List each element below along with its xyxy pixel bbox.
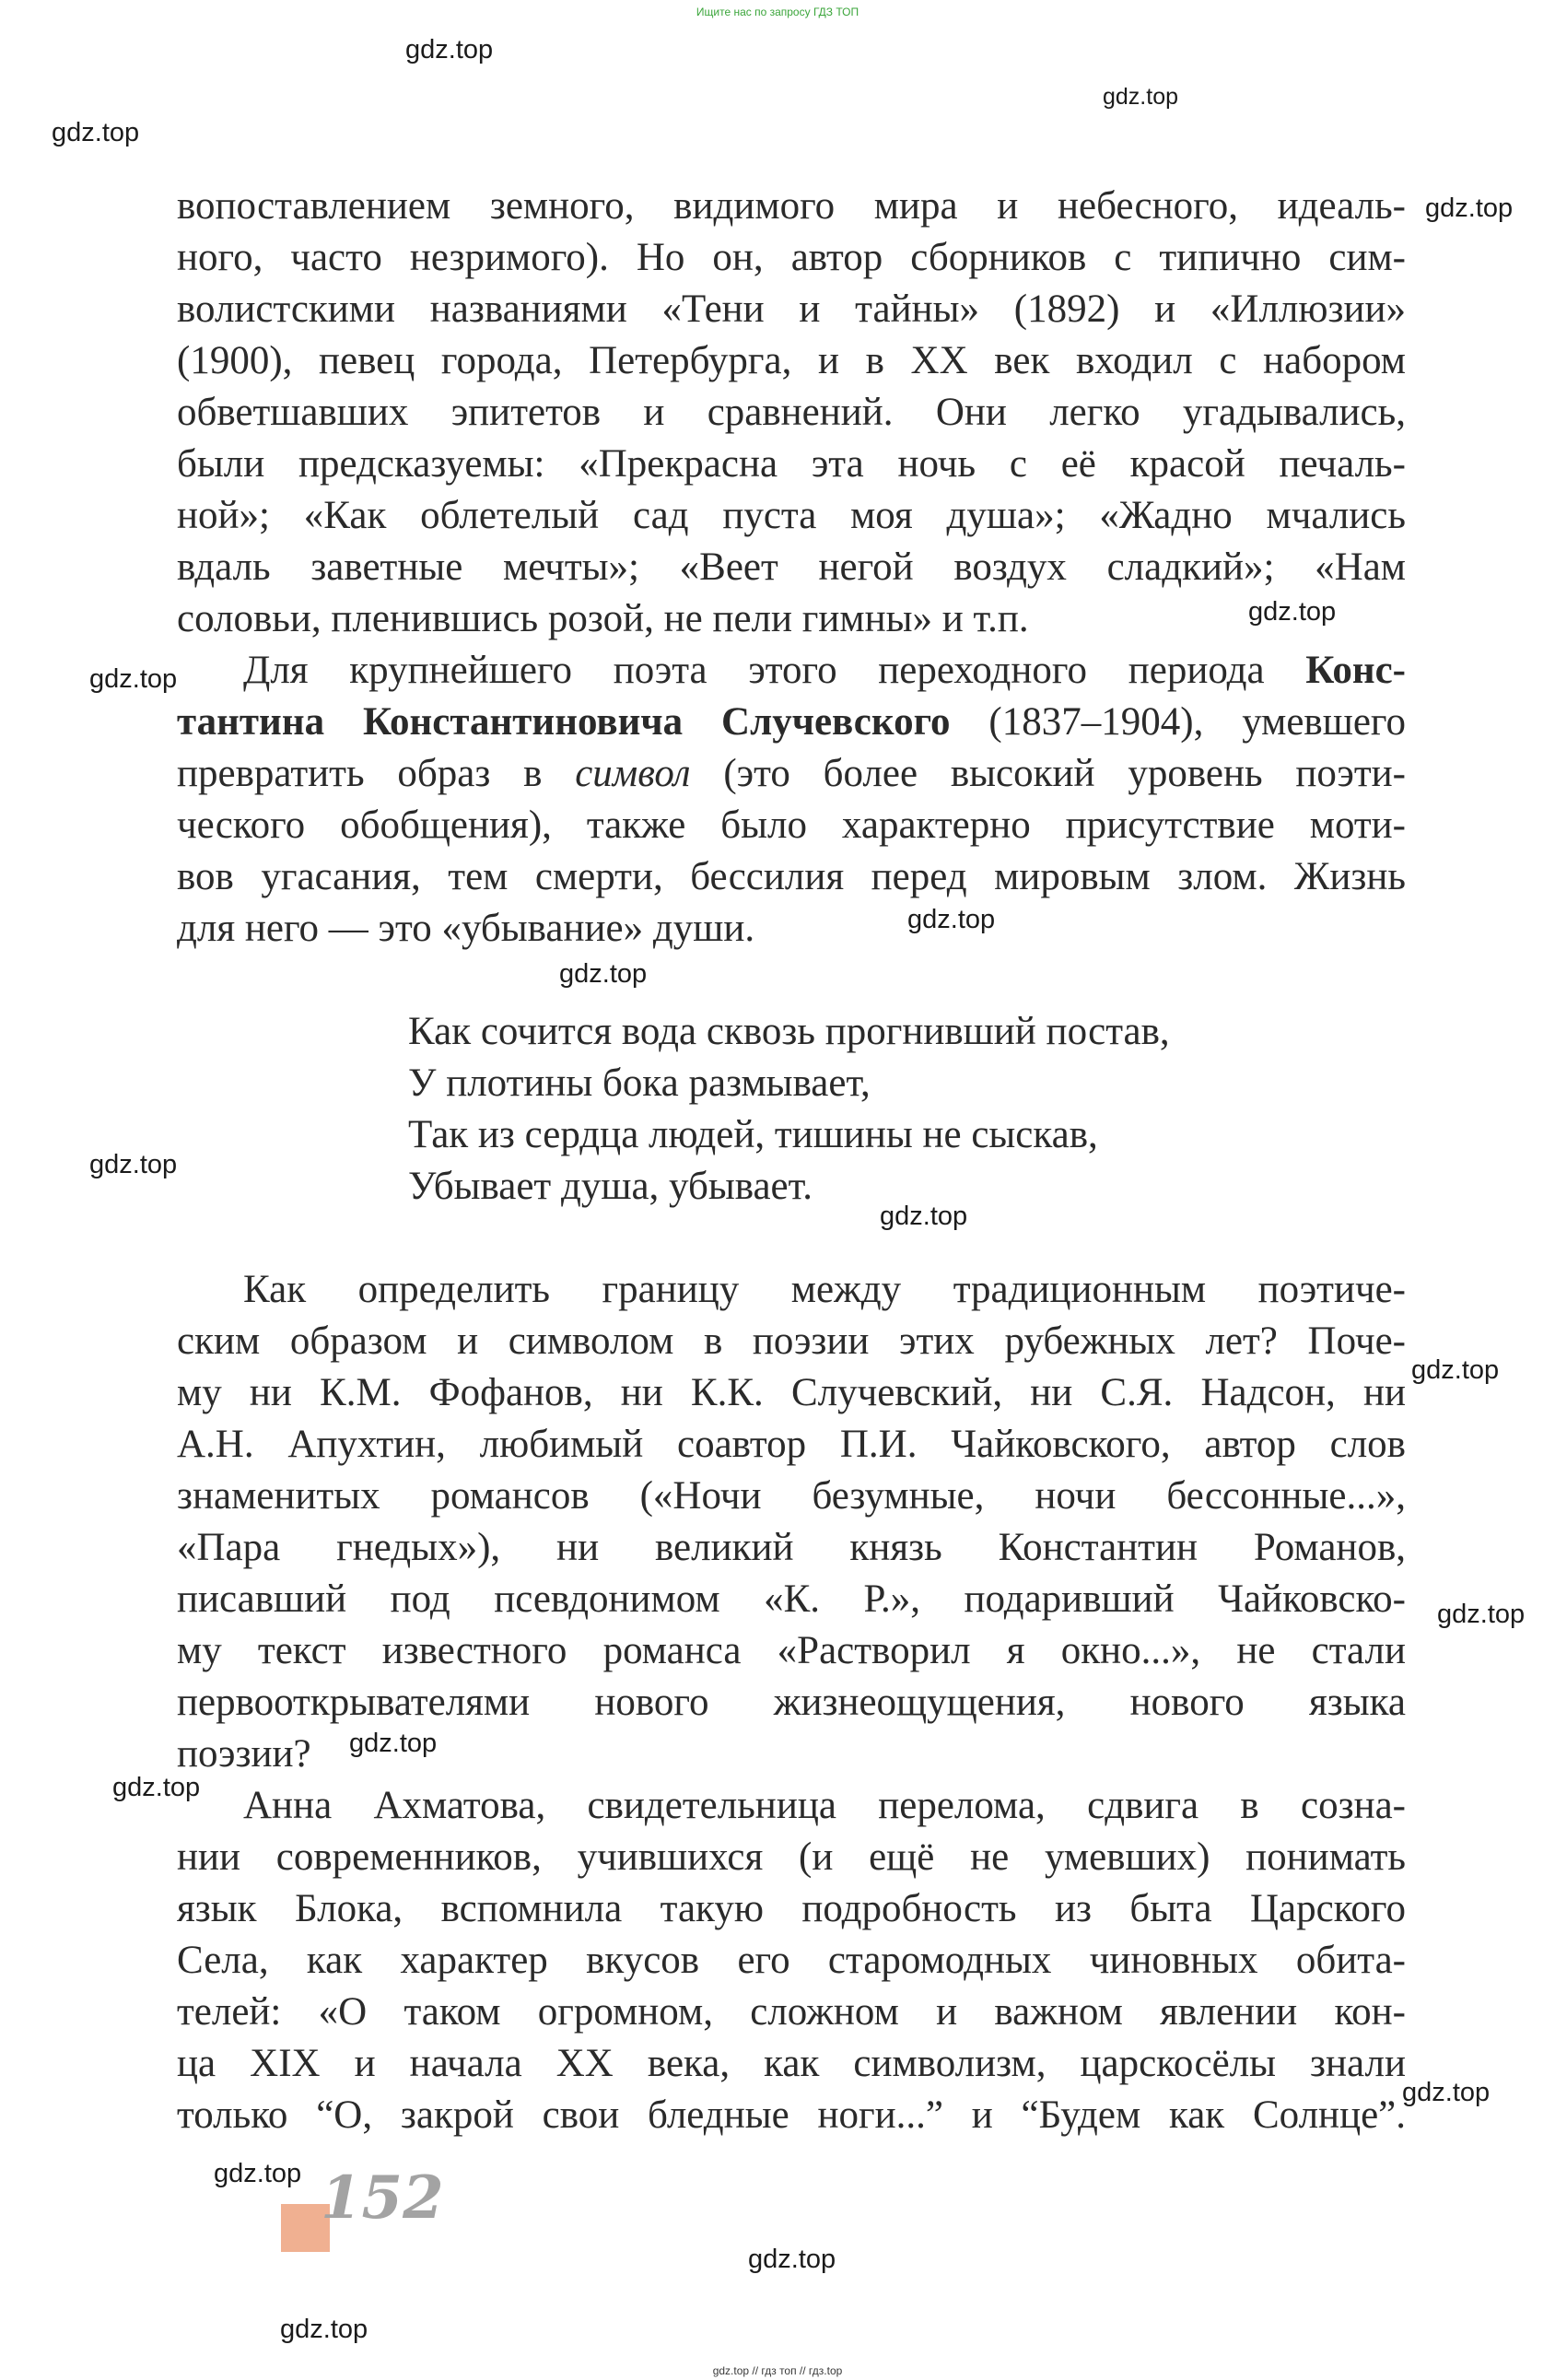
text-line: были предсказуемы: «Прекрасна эта ночь с её красой печаль-: [177, 442, 1406, 486]
bold-name: тантина Константиновича Случевского: [177, 700, 951, 744]
watermark: gdz.top: [405, 35, 494, 64]
text-line: знаменитых романсов («Ночи безумные, ночи бессонные...»,: [177, 1474, 1406, 1518]
watermark: gdz.top: [1411, 1355, 1500, 1385]
text-line: [177, 697, 1406, 748]
text-line: (1900), певец города, Петербурга, и в XX век входил с набором: [177, 339, 1406, 382]
watermark: gdz.top: [52, 118, 140, 147]
text-line: соловьи, пленившись розой, не пели гимны» и т.п.: [177, 597, 1029, 640]
watermark: gdz.top: [1248, 597, 1337, 627]
text-line: [177, 748, 1406, 800]
text-line: язык Блока, вспомнила такую подробность из быта Царского: [177, 1887, 1406, 1930]
text-run: (1837–1904), умевшего: [950, 700, 1406, 744]
text-line: Анна Ахматова, свидетельница перелома, сдвига в созна-: [243, 1784, 1406, 1827]
watermark: gdz.top: [89, 1150, 178, 1179]
text-line: ца XIX и начала XX века, как символизм, царскосёлы знали: [177, 2042, 1406, 2085]
watermark: gdz.top: [748, 2245, 836, 2274]
text-line: Села, как характер вкусов его старомодных чиновных обита-: [177, 1939, 1406, 1982]
watermark: gdz.top: [1425, 193, 1514, 223]
paragraph-3: [177, 1264, 1406, 1780]
text-line: только “О, закрой свои бледные ноги...” и “Будем как Солнце”.: [177, 2093, 1406, 2137]
watermark: gdz.top: [280, 2315, 368, 2344]
text-run: (это более высокий уровень поэти-: [690, 752, 1406, 795]
paragraph-2: [177, 645, 1406, 955]
text-line: вдаль заветные мечты»; «Веет негой воздух сладкий»; «Нам: [177, 545, 1406, 589]
poem-line: У плотины бока размывает,: [408, 1061, 871, 1105]
paragraph-4: [177, 1780, 1406, 2141]
text-line: му текст известного романса «Растворил я окно...», не стали: [177, 1629, 1406, 1672]
text-line: [177, 645, 1406, 697]
text-line: ной»; «Как облетелый сад пуста моя душа»; «Жадно мчались: [177, 494, 1406, 537]
text-line: первооткрывателями нового жизнеощущения, нового языка: [177, 1681, 1406, 1724]
watermark: gdz.top: [214, 2159, 302, 2188]
text-run: превратить образ в: [177, 752, 576, 795]
watermark: gdz.top: [1103, 84, 1179, 110]
text-line: волистскими названиями «Тени и тайны» (1892) и «Иллюзии»: [177, 287, 1406, 331]
text-line: нии современников, учившихся (и ещё не умевших) понимать: [177, 1835, 1406, 1879]
poem-line: Так из сердца людей, тишины не сыскав,: [408, 1113, 1098, 1156]
watermark: gdz.top: [349, 1729, 438, 1758]
italic-term: символ: [575, 752, 691, 795]
bold-name: Конс-: [1305, 649, 1406, 692]
footer-note: gdz.top // гдз топ // гдз.top: [712, 2364, 843, 2377]
watermark: gdz.top: [89, 664, 178, 694]
poem-line: Убывает душа, убывает.: [408, 1165, 813, 1208]
text-line: вопоставлением земного, видимого мира и небесного, идеаль-: [177, 184, 1406, 228]
text-line: обветшавших эпитетов и сравнений. Они легко угадывались,: [177, 391, 1406, 434]
text-line: ного, часто незримого). Но он, автор сборников с типично сим-: [177, 236, 1406, 279]
text-line: А.Н. Апухтин, любимый соавтор П.И. Чайковского, автор слов: [177, 1423, 1406, 1466]
watermark: gdz.top: [112, 1773, 201, 1802]
watermark: gdz.top: [907, 905, 996, 934]
header-note: Ищите нас по запросу ГДЗ ТОП: [696, 6, 859, 18]
text-line: поэзии?: [177, 1732, 311, 1776]
text-line: для него — это «убывание» души.: [177, 907, 755, 950]
watermark: gdz.top: [1402, 2078, 1491, 2107]
text-line: му ни К.М. Фофанов, ни К.К. Случевский, ни С.Я. Надсон, ни: [177, 1371, 1406, 1414]
poem-line: Как сочится вода сквозь прогнивший постав,: [408, 1010, 1170, 1053]
text-line: «Пара гнедых»), ни великий князь Константин Романов,: [177, 1526, 1406, 1569]
text-line: писавший под псевдонимом «К. Р.», подаривший Чайковско-: [177, 1577, 1406, 1621]
page-number: 152: [321, 2163, 444, 2233]
poem: [408, 1006, 1329, 1213]
text-line: телей: «О таком огромном, сложном и важном явлении кон-: [177, 1990, 1406, 2034]
text-line: ческого обобщения), также было характерно присутствие моти-: [177, 803, 1406, 847]
text-line: Как определить границу между традиционным поэтиче-: [243, 1268, 1406, 1311]
paragraph-1: [177, 181, 1406, 645]
text-run: Для крупнейшего поэта этого переходного периода: [243, 649, 1306, 692]
watermark: gdz.top: [880, 1202, 968, 1231]
text-line: ским образом и символом в поэзии этих рубежных лет? Поче-: [177, 1319, 1406, 1363]
watermark: gdz.top: [559, 959, 648, 989]
text-line: вов угасания, тем смерти, бессилия перед мировым злом. Жизнь: [177, 855, 1406, 898]
watermark: gdz.top: [1437, 1600, 1526, 1629]
